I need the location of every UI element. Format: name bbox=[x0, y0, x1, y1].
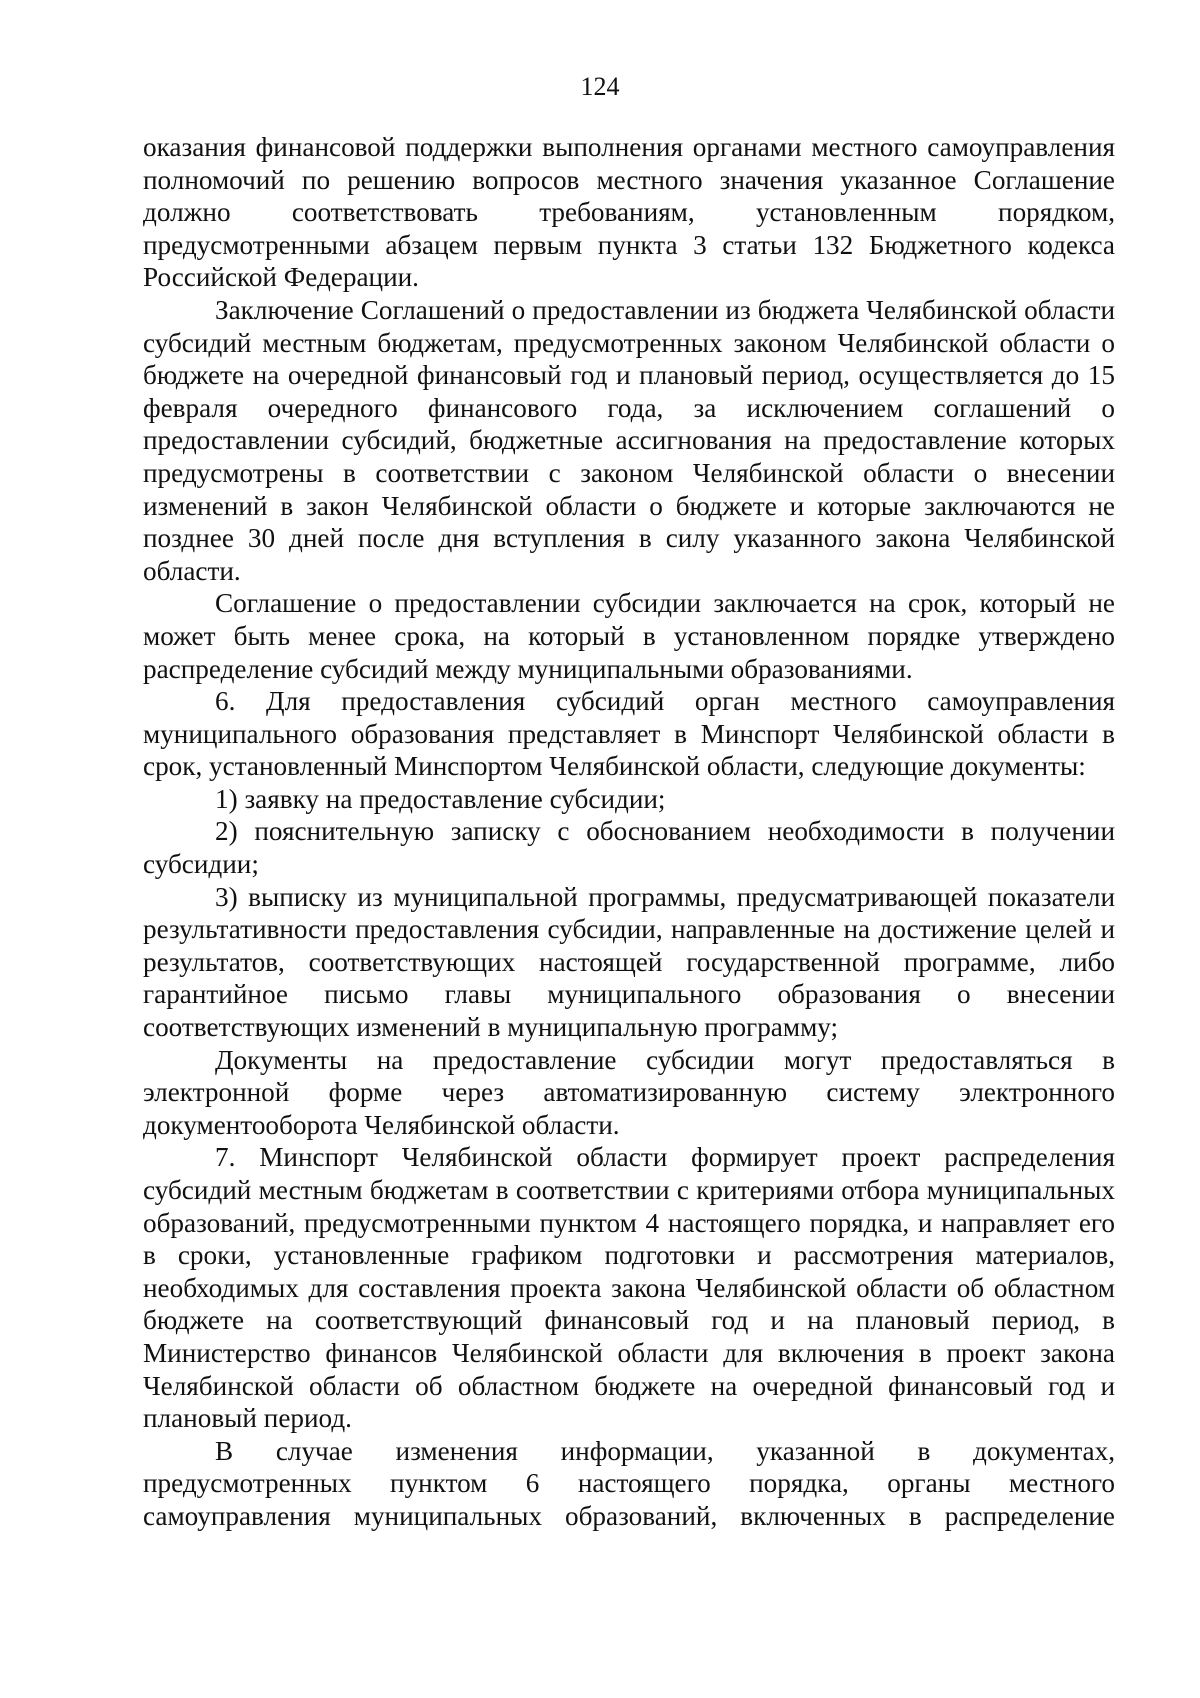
paragraph-continuation: оказания финансовой поддержки выполнения органами местного самоуправления полномочий по решению вопросов местного значения указанное Соглашение должно соответствовать требованиям, установленным порядком, предусмотренными абзацем первым пункта 3 статьи 132 Бюджетного кодекса Российской Федерации. bbox=[143, 132, 1115, 293]
document-body bbox=[143, 131, 1115, 1533]
paragraph-item-6-2: 2) пояснительную записку с обоснованием необходимости в получении субсидии; bbox=[143, 816, 1115, 880]
paragraph-info-change: В случае изменения информации, указанной в документах, предусмотренных пунктом 6 настоящего порядка, органы местного самоуправления муниципальных образований, включенных в распределение bbox=[143, 1435, 1115, 1531]
paragraph-item-6-3: 3) выписку из муниципальной программы, предусматривающей показатели результативности предоставления субсидии, направленные на достижение целей и результатов, соответствующих настоящей государственной программе, либо гарантийное письмо главы муниципального образования о внесении соответствующих изменений в муниципальную программу; bbox=[143, 881, 1115, 1043]
paragraph-item-6: 6. Для предоставления субсидий орган местного самоуправления муниципального образования представляет в Минспорт Челябинской области в срок, установленный Минспортом Челябинской области, следующие документы: bbox=[143, 686, 1115, 782]
page-number: 124 bbox=[580, 72, 620, 101]
paragraph-agreement-term: Соглашение о предоставлении субсидии заключается на срок, который не может быть менее срока, на который в установленном порядке утверждено распределение субсидий между муниципальными образованиями. bbox=[143, 588, 1115, 684]
paragraph-item-6-1: 1) заявку на предоставление субсидии; bbox=[215, 783, 666, 814]
paragraph-item-7: 7. Минспорт Челябинской области формирует проект распределения субсидий местным бюджетам в соответствии с критериями отбора муниципальных образований, предусмотренными пунктом 4 настоящего порядка, и направляет его в сроки, установленные графиком подготовки и рассмотрения материалов, необходимых для составления проекта закона Челябинской области об областном бюджете на соответствующий финансовый год и на плановый период, в Министерство финансов Челябинской области для включения в проект закона Челябинской области об областном бюджете на очередной финансовый год и плановый период. bbox=[143, 1142, 1115, 1434]
paragraph-electronic-docs: Документы на предоставление субсидии могут предоставляться в электронной форме через автоматизированную систему электронного документооборота Челябинской области. bbox=[143, 1044, 1115, 1140]
paragraph-agreements-conclusion: Заключение Соглашений о предоставлении из бюджета Челябинской области субсидий местным бюджетам, предусмотренных законом Челябинской области о бюджете на очередной финансовый год и плановый период, осуществляется до 15 февраля очередного финансового года, за исключением соглашений о предоставлении субсидий, бюджетные ассигнования на предоставление которых предусмотрены в соответствии с законом Челябинской области о внесении изменений в закон Челябинской области о бюджете и которые заключаются не позднее 30 дней после дня вступления в силу указанного закона Челябинской области. bbox=[143, 294, 1115, 586]
